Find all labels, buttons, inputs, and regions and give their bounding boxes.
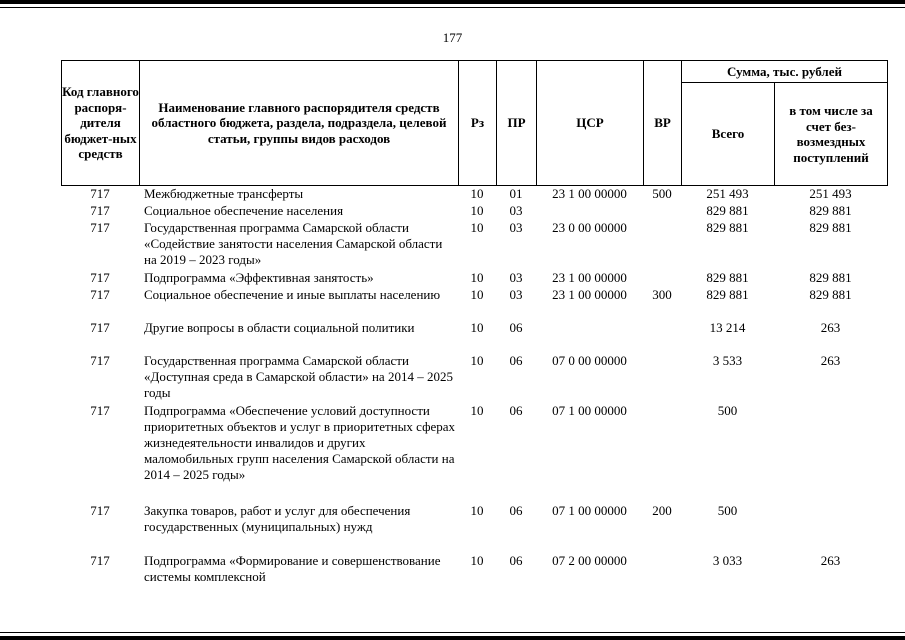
cell-pr: 01 [509,186,523,201]
cell-rz: 10 [470,403,484,418]
header-code: Код главного распоря-дителя бюджет-ных средств [62,61,140,186]
cell-csr: 07 0 00 00000 [552,353,627,368]
top-border [0,0,905,4]
cell-incl: 829 881 [809,203,852,218]
bottom-border-thin [0,632,905,633]
cell-rz: 10 [470,270,484,285]
cell-rz: 10 [470,503,484,518]
cell-incl: 251 493 [809,186,852,201]
cell-pr: 03 [509,220,523,235]
cell-vr: 200 [652,503,672,518]
table-row [61,503,887,553]
cell-csr: 07 2 00 00000 [552,553,627,568]
table-row [61,553,887,587]
cell-vr [643,203,681,220]
cell-csr [536,203,643,220]
cell-code: 717 [90,203,110,218]
cell-rz: 10 [470,353,484,368]
cell-pr: 03 [509,203,523,218]
cell-csr: 07 1 00 00000 [552,503,627,518]
cell-vr: 500 [652,186,672,201]
cell-name: Государственная программа Самарской области «Содействие занятости населения Самарской области на 2019 – 2023 годы» [144,220,443,267]
cell-vr [643,320,681,353]
table-row [61,203,887,220]
cell-total: 829 881 [706,287,749,302]
cell-name: Социальное обеспечение и иные выплаты населению [144,287,441,302]
cell-pr: 06 [509,320,523,335]
cell-name: Подпрограмма «Эффективная занятость» [144,270,374,285]
cell-name: Государственная программа Самарской области «Доступная среда в Самарской области» на 2014 – 2025 годы [144,353,453,400]
cell-pr: 06 [509,353,523,368]
cell-csr [536,320,643,353]
cell-vr: 300 [652,287,672,302]
header-total: Всего [682,83,775,186]
table-row [61,220,887,270]
cell-incl: 829 881 [809,220,852,235]
table-row [61,353,887,403]
cell-vr [643,553,681,587]
cell-vr [643,403,681,503]
cell-name: Межбюджетные трансферты [144,186,304,201]
cell-rz: 10 [470,287,484,302]
cell-rz: 10 [470,220,484,235]
table-header [61,60,888,186]
cell-incl: 829 881 [809,270,852,285]
cell-total: 829 881 [706,203,749,218]
cell-rz: 10 [470,186,484,201]
table-row [61,320,887,353]
cell-code: 717 [90,403,110,418]
header-name: Наименование главного распорядителя средств областного бюджета, раздела, подраздела, целевой статьи, группы видов расходов [140,61,459,186]
page-number: 177 [442,30,463,45]
cell-name: Социальное обеспечение населения [144,203,344,218]
cell-csr: 23 1 00 00000 [552,287,627,302]
cell-incl [774,403,887,503]
cell-name: Подпрограмма «Обеспечение условий доступности приоритетных объектов и услуг в приоритетных сферах жизнедеятельности инвалидов и других маломобильных групп населения Самарской области на 2014 – 2025 годы» [144,403,456,482]
cell-vr [643,270,681,287]
cell-pr: 06 [509,403,523,418]
cell-incl: 263 [820,353,841,368]
cell-csr: 07 1 00 00000 [552,403,627,418]
cell-incl: 263 [820,553,841,568]
header-vr: ВР [644,61,682,186]
cell-total: 3 033 [712,553,743,568]
cell-total: 829 881 [706,270,749,285]
cell-code: 717 [90,186,110,201]
header-pr: ПР [497,61,537,186]
cell-incl [774,503,887,553]
cell-total: 251 493 [706,186,749,201]
cell-total: 500 [717,503,738,518]
cell-incl: 829 881 [809,287,852,302]
cell-total: 3 533 [712,353,743,368]
cell-vr [643,353,681,403]
cell-pr: 06 [509,503,523,518]
data-table [61,186,887,587]
table-row [61,403,887,503]
cell-pr: 06 [509,553,523,568]
cell-name: Другие вопросы в области социальной политики [144,320,415,335]
cell-rz: 10 [470,320,484,335]
cell-code: 717 [90,553,110,568]
cell-csr: 23 1 00 00000 [552,270,627,285]
header-rz: Рз [459,61,497,186]
top-border-thin [0,7,905,8]
cell-vr [643,220,681,270]
cell-total: 500 [717,403,738,418]
header-incl: в том числе за счет без-возмездных поступлений [775,83,888,186]
cell-total: 13 214 [709,320,746,335]
cell-csr: 23 0 00 00000 [552,220,627,235]
cell-code: 717 [90,320,110,335]
cell-code: 717 [90,353,110,368]
cell-pr: 03 [509,287,523,302]
header-csr: ЦСР [537,61,644,186]
cell-rz: 10 [470,553,484,568]
cell-pr: 03 [509,270,523,285]
table-row [61,186,887,203]
cell-rz: 10 [470,203,484,218]
table-row [61,287,887,320]
cell-incl: 263 [820,320,841,335]
cell-code: 717 [90,287,110,302]
table-row [61,270,887,287]
cell-code: 717 [90,220,110,235]
cell-name: Закупка товаров, работ и услуг для обеспечения государственных (муниципальных) нужд [144,503,411,534]
cell-code: 717 [90,270,110,285]
cell-name: Подпрограмма «Формирование и совершенствование системы комплексной [144,553,441,584]
cell-total: 829 881 [706,220,749,235]
cell-csr: 23 1 00 00000 [552,186,627,201]
header-sum: Сумма, тыс. рублей [682,61,888,83]
bottom-border [0,636,905,640]
cell-code: 717 [90,503,110,518]
